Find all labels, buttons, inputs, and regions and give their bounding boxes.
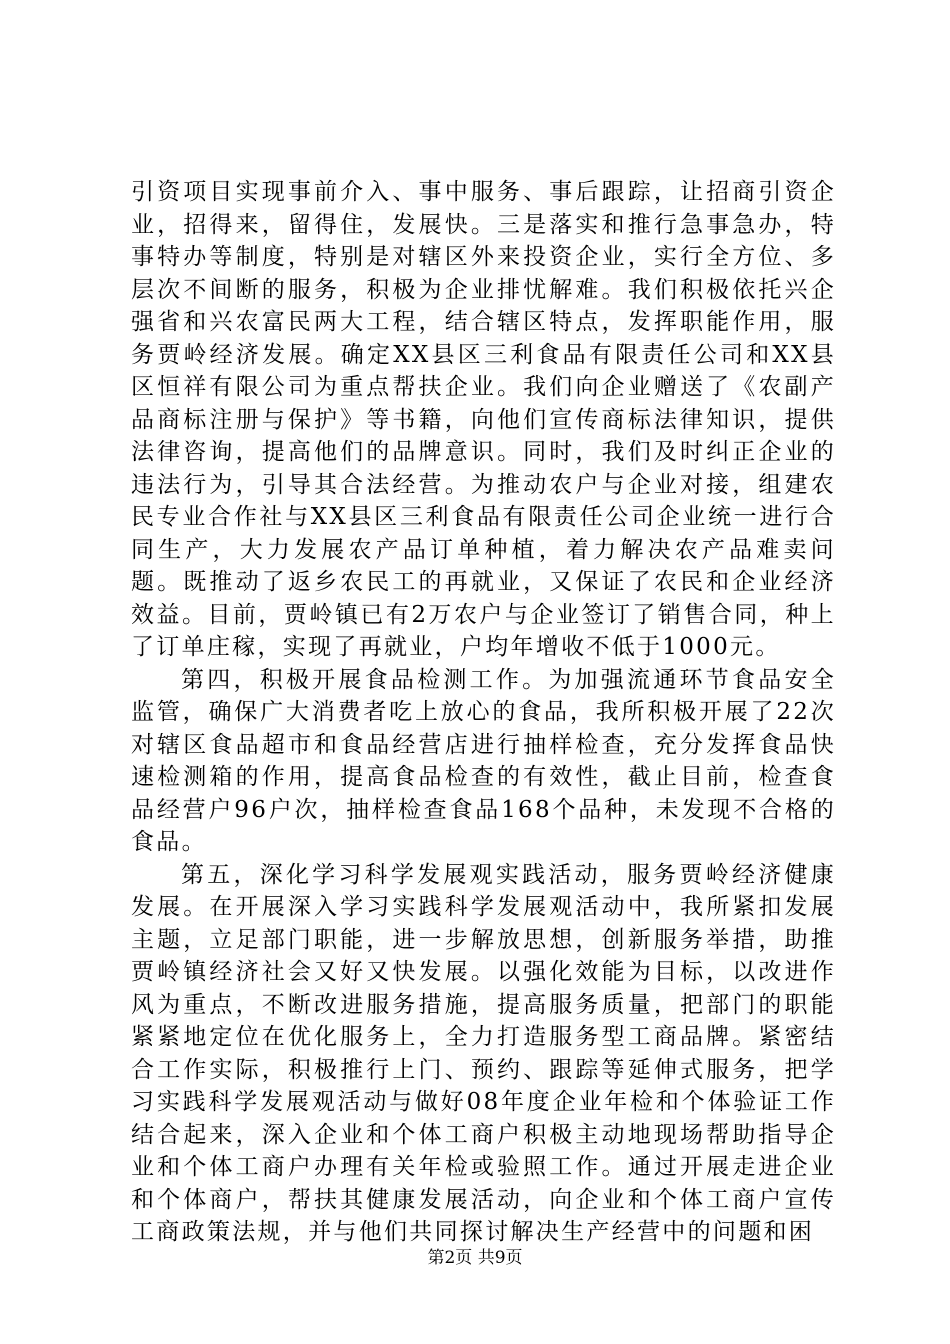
paragraph-2: 第四，积极开展食品检测工作。为加强流通环节食品安全监管，确保广大消费者吃上放心的食品，我所积极开展了22次对辖区食品超市和食品经营店进行抽样检查，充分发挥食品快速检测箱的作用，提高食品检查的有效性，截止目前，检查食品经营户96户次，抽样检查食品168个品种，未发现不合格的食品。 xyxy=(131,666,836,855)
paragraph-3: 第五，深化学习科学发展观实践活动，服务贾岭经济健康发展。在开展深入学习实践科学发展观活动中，我所紧扣发展主题，立足部门职能，进一步解放思想，创新服务举措，助推贾岭镇经济社会又好又快发展。以强化效能为目标，以改进作风为重点，不断改进服务措施，提高服务质量，把部门的职能紧紧地定位在优化服务上，全力打造服务型工商品牌。紧密结合工作实际，积极推行上门、预约、跟踪等延伸式服务，把学习实践科学发展观活动与做好08年度企业年检和个体验证工作结合起来，深入企业和个体工商户积极主动地现场帮助指导企业和个体工商户办理有关年检或验照工作。通过开展走进企业和个体商户，帮扶其健康发展活动，向企业和个体工商户宣传工商政策法规，并与他们共同探讨解决生产经营中的问题和困 xyxy=(131,861,836,1245)
page-number-footer: 第2页 共9页 xyxy=(427,1248,523,1268)
document-body xyxy=(131,176,836,1249)
paragraph-1: 引资项目实现事前介入、事中服务、事后跟踪，让招商引资企业，招得来，留得住，发展快。三是落实和推行急事急办，特事特办等制度，特别是对辖区外来投资企业，实行全方位、多层次不间断的服务，积极为企业排忧解难。我们积极依托兴企强省和兴农富民两大工程，结合辖区特点，发挥职能作用，服务贾岭经济发展。确定XX县区三利食品有限责任公司和XX县区恒祥有限公司为重点帮扶企业。我们向企业赠送了《农副产品商标注册与保护》等书籍，向他们宣传商标法律知识，提供法律咨询，提高他们的品牌意识。同时，我们及时纠正企业的违法行为，引导其合法经营。为推动农户与企业对接，组建农民专业合作社与XX县区三利食品有限责任公司企业统一进行合同生产，大力发展农产品订单种植，着力解决农产品难卖问题。既推动了返乡农民工的再就业，又保证了农民和企业经济效益。目前，贾岭镇已有2万农户与企业签订了销售合同，种上了订单庄稼，实现了再就业，户均年增收不低于1000元。 xyxy=(131,179,836,660)
